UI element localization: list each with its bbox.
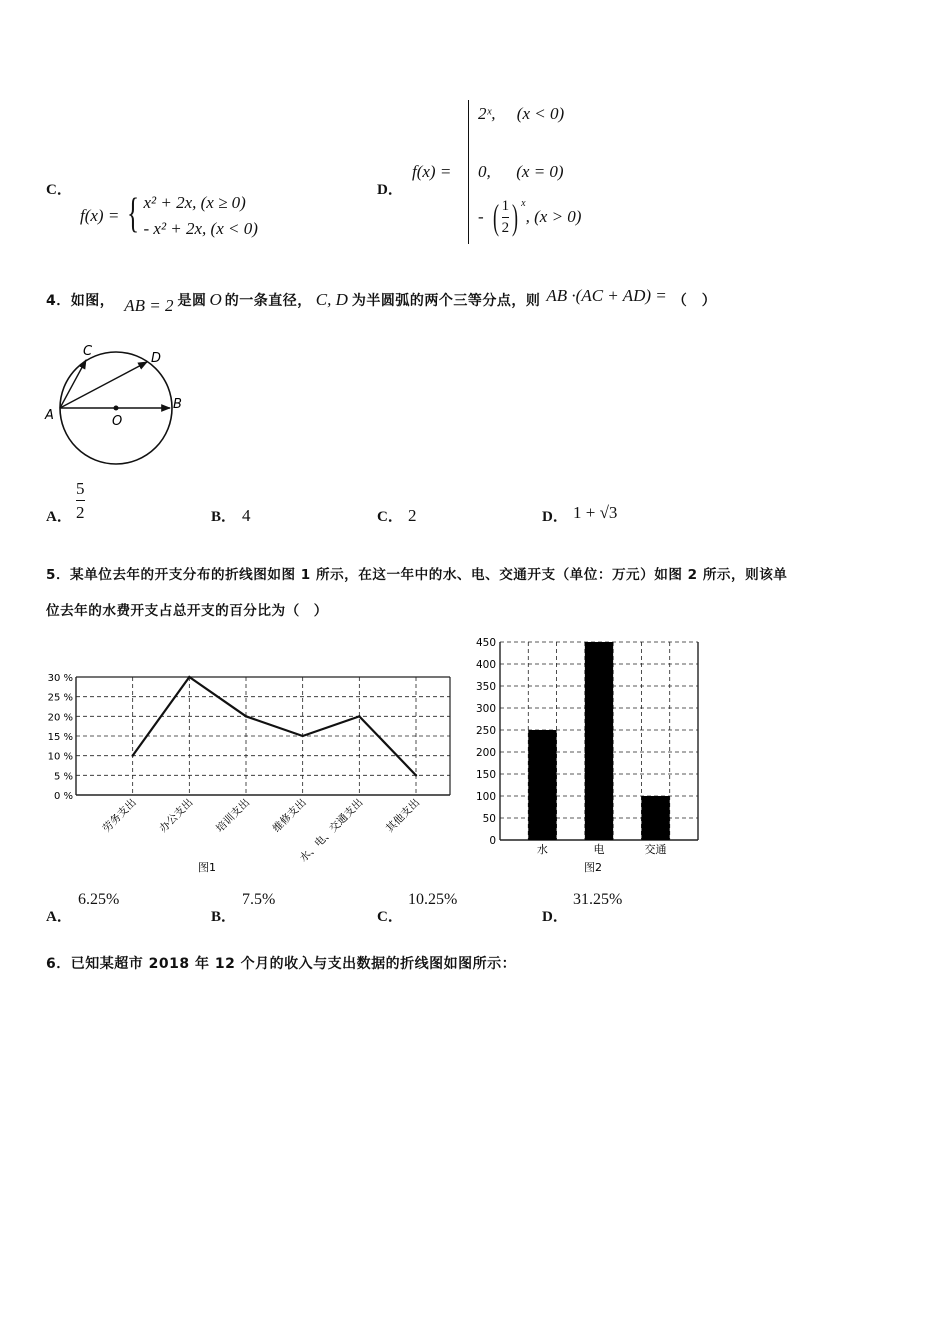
q3-c-case1: x² + 2x, (x ≥ 0)	[143, 193, 246, 212]
fig1-category-label: 劳务支出	[100, 796, 139, 835]
q5-option-c-label: C．	[377, 909, 403, 925]
q4-text2: 的一条直径，	[224, 293, 312, 309]
paren-left-icon: (	[492, 197, 499, 237]
fig1-ytick-label: 10 %	[47, 751, 73, 763]
q4-circle-figure	[40, 340, 200, 475]
fig2-ytick-label: 450	[475, 637, 496, 649]
fig2-ytick-label: 350	[475, 681, 496, 693]
fig2-category-label: 电	[593, 843, 605, 856]
q3-d-case2: 0, (x = 0)	[478, 162, 564, 181]
q5-stem-line1: 5．某单位去年的开支分布的折线图如图 1 所示，在这一年中的水、电、交通开支（单位：万元）如图 2 所示，则该单	[46, 567, 788, 583]
label-c: C	[83, 344, 93, 359]
q5-option-c-value: 10.25%	[408, 891, 458, 908]
q4-option-a-label: A．	[46, 509, 72, 525]
fig2-ytick-label: 250	[475, 725, 496, 737]
fig1-ytick-label: 20 %	[47, 712, 73, 724]
fig2-ytick-label: 150	[475, 769, 496, 781]
q3-d-den: 2	[501, 219, 510, 236]
q3-d-brace	[468, 100, 477, 244]
fig2-xlabels	[537, 842, 667, 856]
fig2-ytick-label: 50	[482, 813, 496, 825]
q5-option-a-label: A．	[46, 909, 72, 925]
fig1-yticks	[48, 673, 73, 802]
q4-number: 4．如图，	[46, 293, 115, 309]
fig2-ytick-label: 200	[475, 747, 496, 759]
q3-d-lhs: f(x) =	[412, 162, 452, 181]
fig1-ytick-label: 30 %	[47, 673, 73, 684]
q4-option-a-num: 5	[76, 479, 85, 498]
fig1-xlabels	[100, 796, 422, 865]
q3-option-d-label: D．	[377, 182, 403, 198]
fig2-category-label: 交通	[644, 843, 667, 856]
paren-right-icon: )	[512, 197, 519, 237]
q4-stem	[46, 286, 717, 315]
q4-option-c-value: 2	[408, 506, 417, 525]
fig2-bar	[641, 796, 669, 840]
fig2-bar	[528, 730, 556, 840]
q3-d-case3-cond: , (x > 0)	[525, 207, 582, 226]
q4-option-a-den: 2	[76, 503, 85, 522]
q5-option-d-label: D．	[542, 909, 568, 925]
q3-c-lhs: f(x) =	[80, 206, 120, 225]
fig2-ytick-label: 0	[489, 835, 496, 847]
q4-option-d-value: 1 + √3	[573, 503, 618, 522]
q3-d-case1: 2ˣ, (x < 0)	[478, 104, 565, 123]
q3-d-fraction	[502, 199, 510, 236]
fig1-category-label: 水、电、交通支出	[297, 796, 366, 865]
fig2-yticks	[476, 637, 496, 847]
fig1-ytick-label: 15 %	[47, 732, 73, 743]
fig1-ytick-label: 0 %	[53, 791, 73, 802]
q5-option-a-value: 6.25%	[78, 891, 120, 908]
label-a: A	[45, 408, 54, 423]
q5-figure2-bar-chart	[470, 636, 710, 876]
q4-answer-paren: （ ）	[672, 293, 717, 309]
q3-d-num: 1	[501, 197, 510, 214]
q3-d-case3	[478, 196, 581, 238]
q4-expr: AB ·(AC + AD) =	[546, 286, 667, 305]
q6-stem: 6．已知某超市 2018 年 12 个月的收入与支出数据的折线图如图所示：	[46, 956, 517, 972]
brace-icon: {	[127, 191, 140, 237]
fig2-bar	[585, 642, 613, 840]
fig2-bars	[528, 642, 669, 840]
q5-option-b-label: B．	[211, 909, 237, 925]
fig1-grid	[76, 676, 450, 795]
q4-text3: 为半圆弧的两个三等分点，则	[351, 293, 541, 309]
label-o: O	[112, 414, 123, 429]
q3-option-c-label: C．	[46, 182, 72, 198]
q4-cd-var: C, D	[315, 290, 348, 309]
q3-d-case3-neg: -	[478, 207, 484, 226]
fig2-ytick-label: 400	[475, 659, 496, 671]
q4-option-b-label: B．	[211, 509, 237, 525]
fig1-category-label: 办公支出	[157, 796, 196, 835]
q4-option-a-fraction	[76, 480, 85, 521]
q4-option-c-label: C．	[377, 509, 403, 525]
q3-option-c-formula	[80, 190, 258, 242]
fig1-title: 图1	[198, 861, 216, 874]
q3-d-exp: x	[521, 198, 526, 209]
label-b: B	[173, 397, 182, 412]
q5-figure1-line-chart	[40, 664, 460, 878]
q4-o-var: O	[209, 290, 222, 309]
q3-c-case2: - x² + 2x, (x < 0)	[143, 219, 258, 238]
q4-option-d-label: D．	[542, 509, 568, 525]
fig1-category-label: 其他支出	[383, 796, 423, 835]
fig2-ytick-label: 100	[475, 791, 496, 803]
fig2-ytick-label: 300	[475, 703, 496, 715]
q5-option-d-value: 31.25%	[573, 891, 623, 908]
q4-ab-eq: AB = 2	[124, 296, 174, 315]
q4-option-b-value: 4	[242, 506, 251, 525]
q4-text1: 是圆	[177, 293, 207, 309]
label-d: D	[151, 351, 162, 366]
fig1-series-line	[133, 677, 416, 775]
fig2-title: 图2	[584, 861, 602, 874]
fig1-category-label: 培训支出	[213, 796, 253, 835]
fig1-ytick-label: 25 %	[47, 692, 73, 704]
center-point	[114, 406, 119, 411]
q5-option-b-value: 7.5%	[242, 891, 276, 908]
fig1-category-label: 维修支出	[270, 796, 309, 835]
fig2-category-label: 水	[536, 843, 548, 856]
q5-stem-line2: 位去年的水费开支占总开支的百分比为（ ）	[46, 603, 328, 619]
fig1-ytick-label: 5 %	[53, 771, 73, 783]
